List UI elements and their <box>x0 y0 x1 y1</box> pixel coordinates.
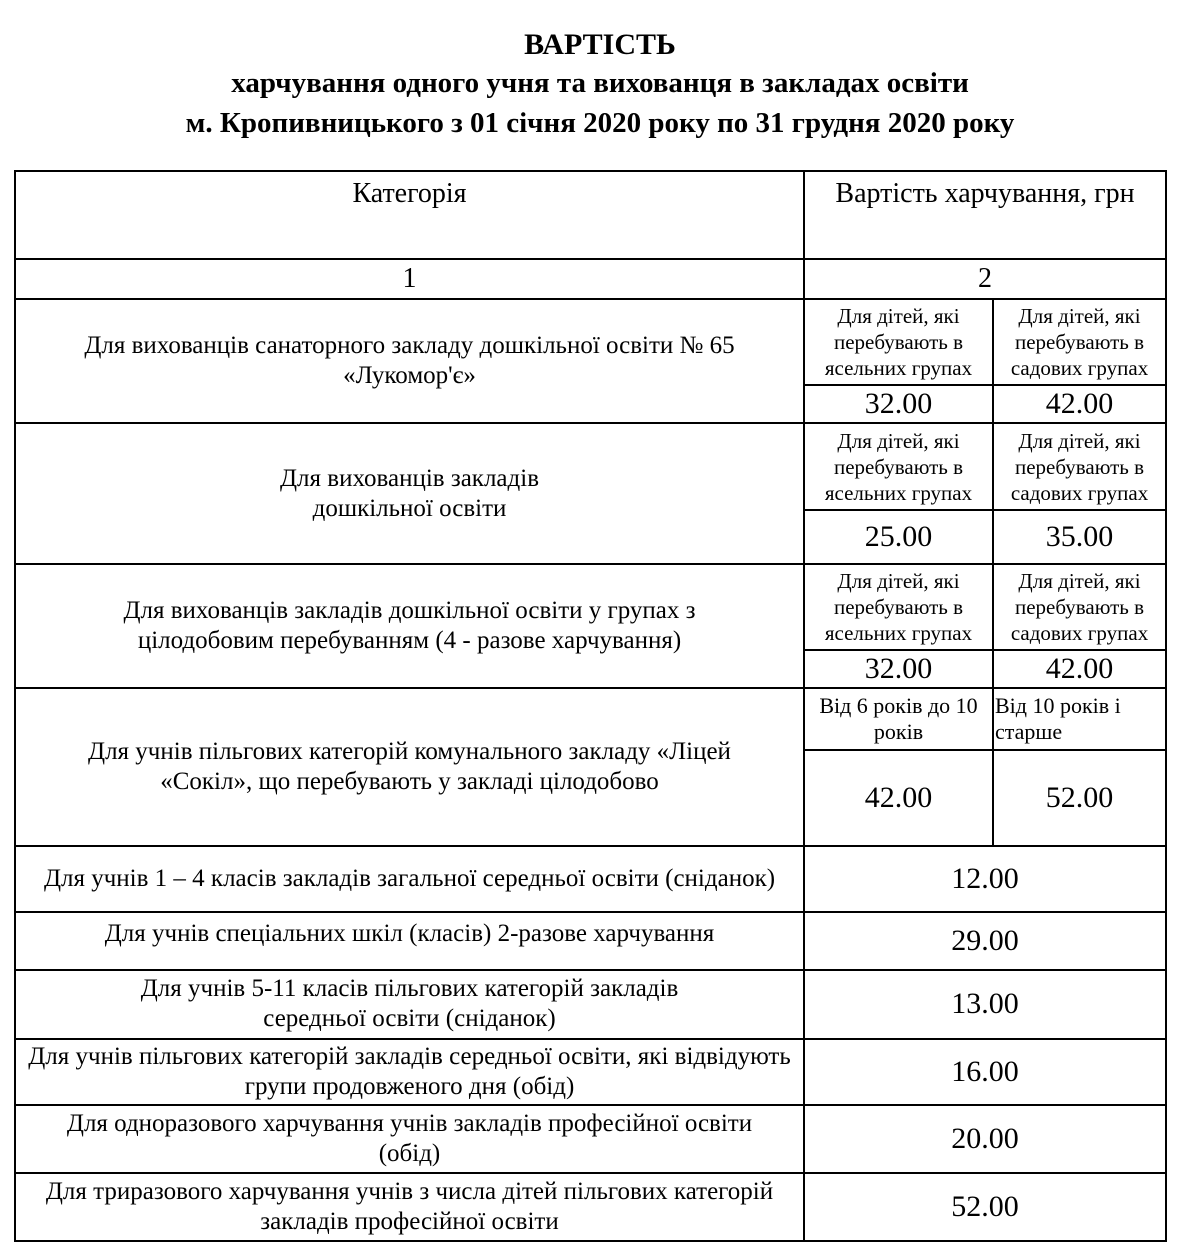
table-row <box>15 970 1166 1038</box>
value-cell: 52.00 <box>804 1173 1166 1241</box>
table-number-row <box>15 259 1166 299</box>
category-cell: Для учнів пільгових категорій комунального закладу «Ліцей «Сокіл», що перебувають у закладі цілодобово <box>15 688 804 846</box>
category-cell: Для учнів 1 – 4 класів закладів загальної середньої освіти (сніданок) <box>15 846 804 912</box>
table-row <box>15 423 1166 509</box>
meal-cost-table <box>14 170 1167 1242</box>
subheader-nursery: Для дітей, які перебувають в ясельних групах <box>804 423 993 509</box>
subheader-garden: Для дітей, які перебувають в садових групах <box>993 423 1166 509</box>
value-cell: 42.00 <box>804 750 993 846</box>
table-row <box>15 1039 1166 1105</box>
table-header-row <box>15 171 1166 259</box>
subheader-garden: Для дітей, які перебувають в садових групах <box>993 299 1166 385</box>
document-period: м. Кропивницького з 01 січня 2020 року по 31 грудня 2020 року <box>185 107 1015 139</box>
table-row <box>15 688 1166 750</box>
value-cell: 32.00 <box>804 650 993 688</box>
value-cell: 32.00 <box>804 385 993 423</box>
value-cell: 25.00 <box>804 510 993 564</box>
value-cell: 12.00 <box>804 846 1166 912</box>
value-cell: 16.00 <box>804 1039 1166 1105</box>
document-title: ВАРТІСТЬ <box>524 28 676 61</box>
category-cell: Для триразового харчування учнів з числа дітей пільгових категорій закладів професійної освіти <box>15 1173 804 1241</box>
column-number-1: 1 <box>15 259 804 299</box>
value-cell: 42.00 <box>993 385 1166 423</box>
category-cell: Для вихованців закладів дошкільної освіти у групах з цілодобовим перебуванням (4 - разове харчування) <box>15 564 804 688</box>
document-subtitle: харчування одного учня та вихованця в закладах освіти <box>231 67 969 99</box>
table-row <box>15 846 1166 912</box>
header-cost: Вартість харчування, грн <box>804 171 1166 259</box>
header-category: Категорія <box>15 171 804 259</box>
subheader-age-10-plus: Від 10 років і старше <box>993 688 1166 750</box>
subheader-garden: Для дітей, які перебувають в садових групах <box>993 564 1166 650</box>
subheader-nursery: Для дітей, які перебувають в ясельних групах <box>804 564 993 650</box>
category-cell: Для одноразового харчування учнів закладів професійної освіти (обід) <box>15 1105 804 1173</box>
table-row <box>15 299 1166 385</box>
value-cell: 52.00 <box>993 750 1166 846</box>
table-row <box>15 1173 1166 1241</box>
table-row <box>15 1105 1166 1173</box>
category-cell: Для вихованців санаторного закладу дошкільної освіти № 65 «Лукомор'є» <box>15 299 804 423</box>
table-row <box>15 564 1166 650</box>
category-cell: Для учнів спеціальних шкіл (класів) 2-разове харчування <box>15 912 804 970</box>
table-row <box>15 912 1166 970</box>
value-cell: 29.00 <box>804 912 1166 970</box>
category-cell: Для вихованців закладів дошкільної освіти <box>15 423 804 563</box>
value-cell: 35.00 <box>993 510 1166 564</box>
value-cell: 42.00 <box>993 650 1166 688</box>
category-cell: Для учнів 5-11 класів пільгових категорій закладів середньої освіти (сніданок) <box>15 970 804 1038</box>
subheader-age-6-10: Від 6 років до 10 років <box>804 688 993 750</box>
category-cell: Для учнів пільгових категорій закладів середньої освіти, які відвідують групи продовженого дня (обід) <box>15 1039 804 1105</box>
value-cell: 20.00 <box>804 1105 1166 1173</box>
value-cell: 13.00 <box>804 970 1166 1038</box>
subheader-nursery: Для дітей, які перебувають в ясельних групах <box>804 299 993 385</box>
column-number-2: 2 <box>804 259 1166 299</box>
